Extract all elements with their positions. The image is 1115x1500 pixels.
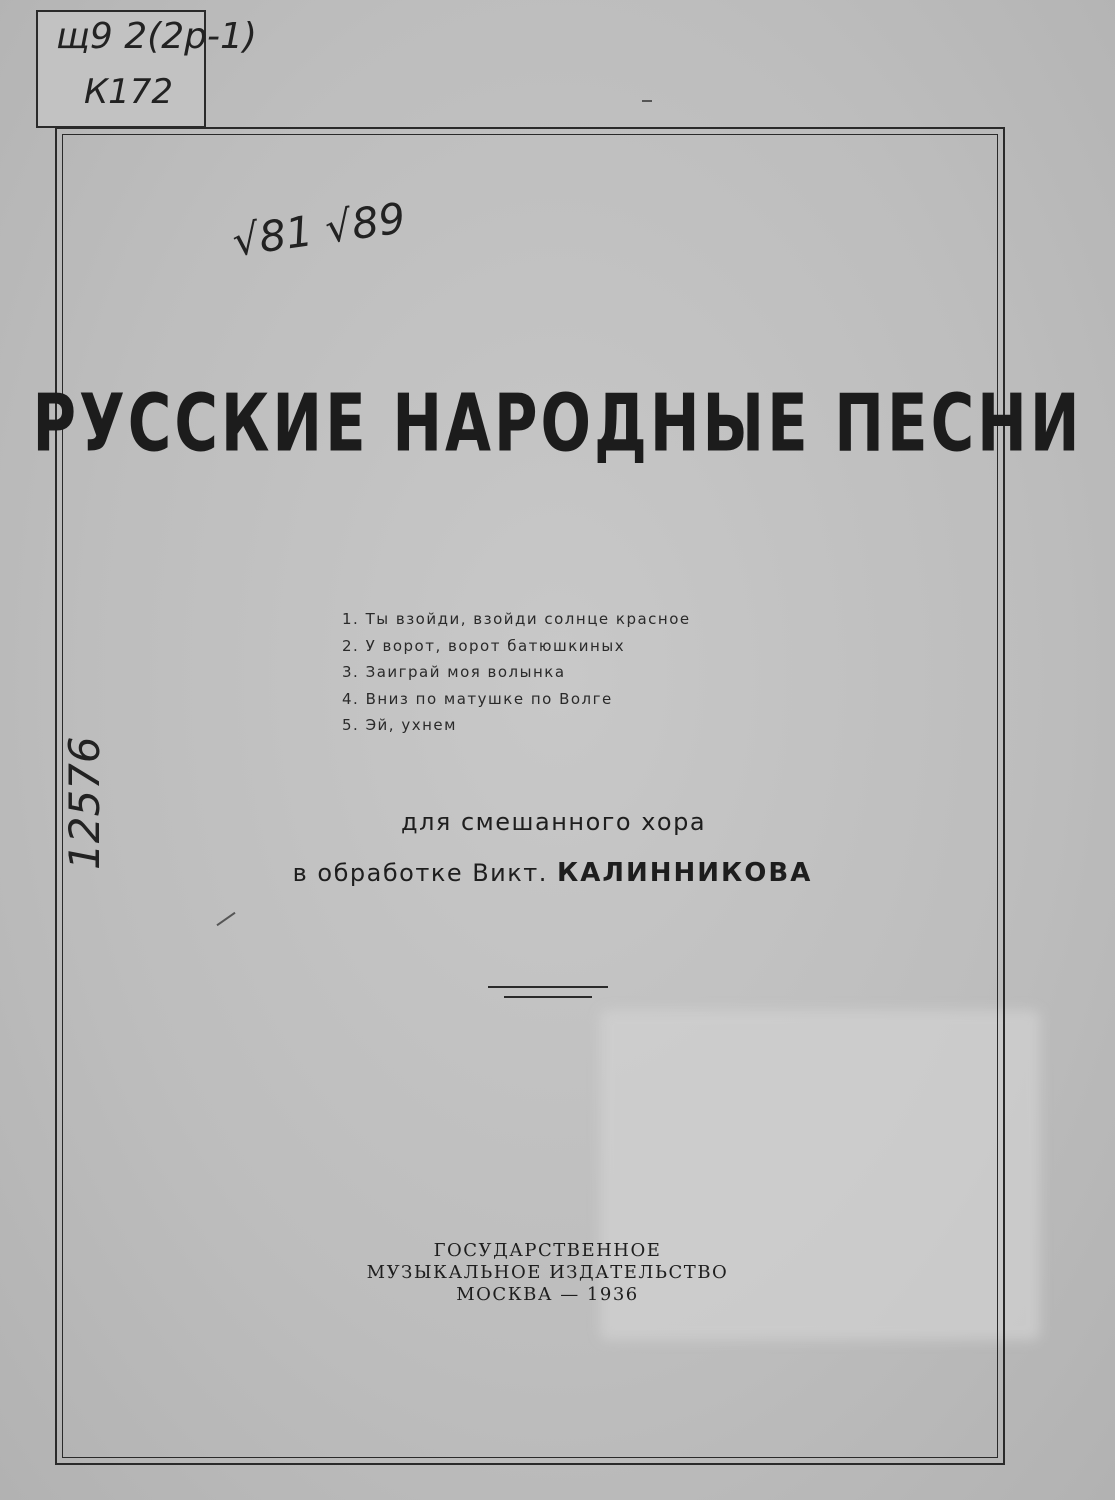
arrangement-prefix: в обработке Викт. bbox=[292, 859, 548, 887]
choir-subtitle: для смешанного хора bbox=[400, 808, 707, 836]
publisher-line-2: МУЗЫКАЛЬНОЕ ИЗДАТЕЛЬСТВО bbox=[366, 1262, 729, 1283]
song-item-3: 3. Заиграй моя волынка bbox=[342, 663, 566, 681]
inventory-number: 12576 bbox=[60, 736, 109, 870]
arranger-name: КАЛИННИКОВА bbox=[557, 858, 813, 888]
library-call-number-stamp bbox=[36, 10, 257, 128]
song-item-1: 1. Ты взойди, взойди солнце красное bbox=[342, 610, 691, 628]
song-list bbox=[342, 606, 691, 739]
song-item-4: 4. Вниз по матушке по Волге bbox=[342, 689, 613, 708]
handwritten-check-marks: √81 √89 bbox=[229, 193, 409, 266]
call-number-line-1: щ9 2(2р-1) bbox=[56, 16, 257, 57]
song-item-2: 2. У ворот, ворот батюшкиных bbox=[342, 636, 626, 655]
publisher-city-year: МОСКВА — 1936 bbox=[456, 1284, 639, 1305]
song-item-5: 5. Эй, ухнем bbox=[342, 716, 457, 734]
page-title: РУССКИЕ НАРОДНЫЕ ПЕСНИ bbox=[32, 377, 1083, 470]
arrangement-credit bbox=[0, 858, 1115, 888]
speck-mark bbox=[642, 100, 652, 102]
decorative-rule-bottom bbox=[504, 996, 592, 998]
publisher-line-1: ГОСУДАРСТВЕННОЕ bbox=[433, 1240, 662, 1261]
call-number-line-2: К172 bbox=[84, 72, 174, 112]
decorative-rule-top bbox=[488, 986, 608, 988]
